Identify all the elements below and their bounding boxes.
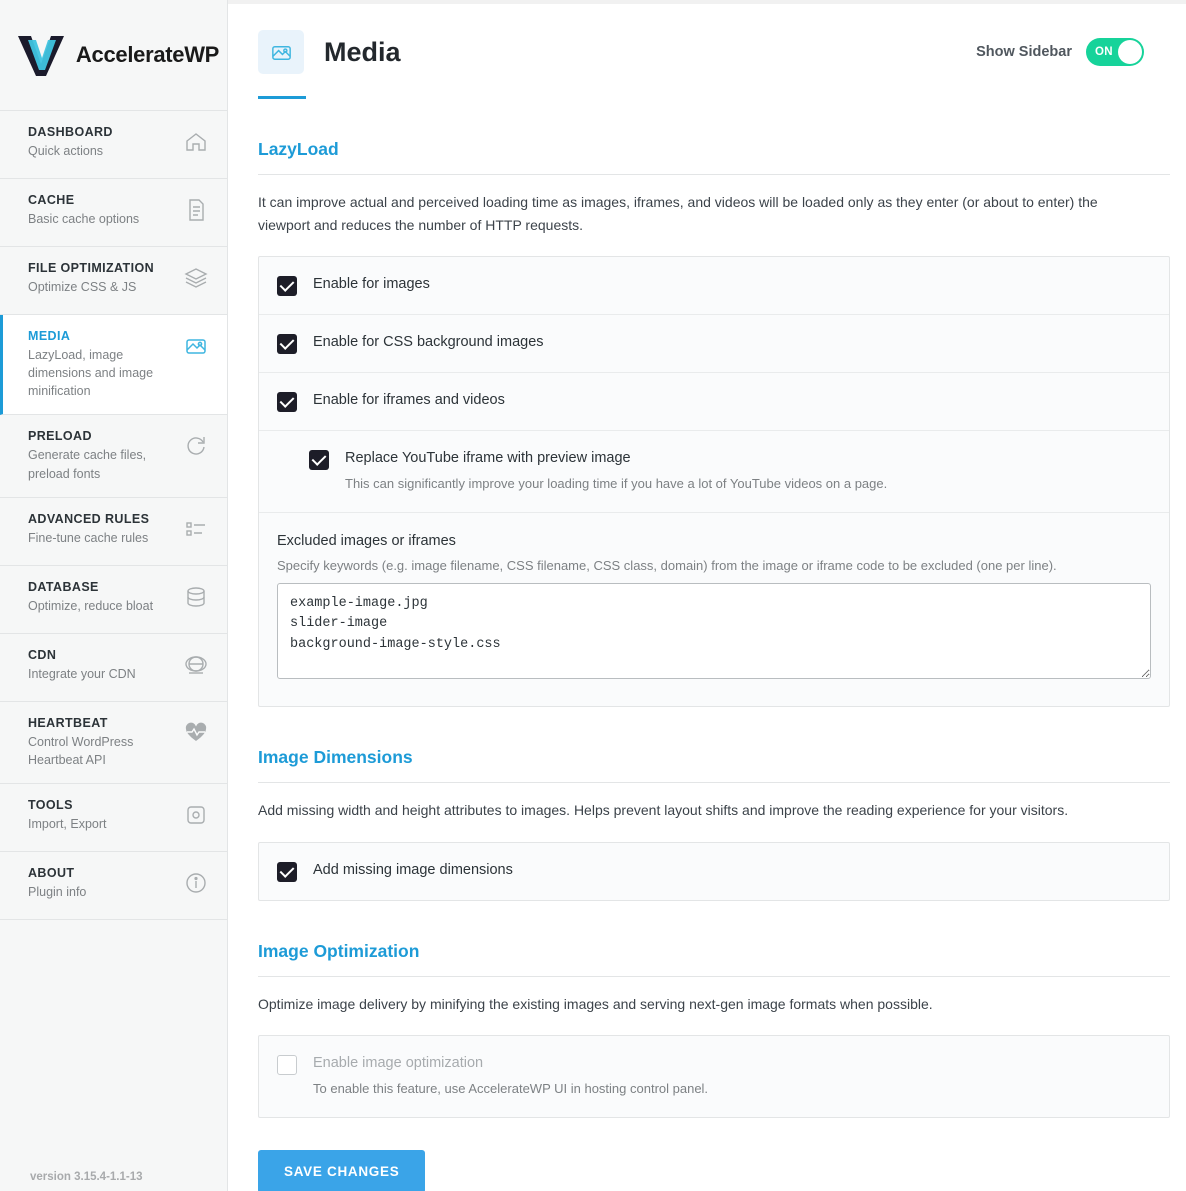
sidebar-item-database[interactable] [0, 566, 227, 634]
excluded-subtitle: Specify keywords (e.g. image filename, CSS filename, CSS class, domain) from the image or iframe code to be excluded (one per line). [277, 557, 1057, 573]
sidebar-item-label: FILE OPTIMIZATION [28, 261, 155, 275]
sidebar-item-about[interactable] [0, 852, 227, 920]
checkbox-add-missing-image-dimensions[interactable] [277, 862, 297, 882]
gear-icon [183, 802, 209, 828]
page-title: Media [324, 36, 401, 67]
sidebar-nav [0, 110, 227, 920]
sidebar-item-sublabel: LazyLoad, image dimensions and image minification [28, 348, 154, 399]
sidebar-item-label: PRELOAD [28, 429, 92, 444]
section-title-lazyload: LazyLoad [258, 139, 1170, 175]
tab-active-indicator [258, 96, 306, 99]
layers-icon [183, 265, 209, 291]
list-icon [183, 516, 209, 542]
heartbeat-icon [183, 720, 209, 746]
sidebar-item-cache[interactable] [0, 179, 227, 247]
sidebar-item-dashboard[interactable] [0, 111, 227, 179]
option-enable-for-images[interactable] [259, 257, 1169, 315]
section-description-image-dimensions: Add missing width and height attributes to images. Helps prevent layout shifts and improve the reading experience for your visitors. [258, 801, 1069, 818]
image-dimensions-panel [258, 842, 1170, 901]
sidebar-item-sublabel: Plugin info [28, 884, 87, 899]
sidebar-item-sublabel: Quick actions [28, 144, 104, 158]
media-image-icon [258, 30, 304, 74]
sidebar-item-preload[interactable] [0, 415, 227, 497]
sidebar-item-label: DATABASE [28, 579, 99, 594]
checkbox-enable-for-css-background-images[interactable] [277, 334, 297, 354]
sidebar-item-label: DASHBOARD [28, 125, 113, 139]
section-description-image-optimization: Optimize image delivery by minifying the existing images and serving next-gen image formats when possible. [258, 995, 933, 1012]
show-sidebar-label: Show Sidebar [976, 44, 1072, 60]
sidebar-item-label: CACHE [28, 193, 75, 207]
show-sidebar-toggle[interactable] [1086, 38, 1144, 66]
sidebar-item-sublabel: Optimize CSS & JS [28, 280, 137, 294]
option-label: Enable for CSS background images [313, 334, 544, 351]
cdn-globe-icon [183, 652, 209, 678]
sidebar-item-sublabel: Control WordPress Heartbeat API [28, 734, 134, 767]
excluded-title: Excluded images or iframes [277, 532, 456, 549]
brand-name: AccelerateWP [75, 42, 220, 67]
option-label: Enable for images [313, 276, 430, 293]
acceleratewp-logo-icon [14, 30, 68, 80]
sidebar-item-label: ADVANCED RULES [28, 511, 150, 526]
document-icon [183, 197, 209, 223]
sidebar-item-label: TOOLS [28, 797, 73, 812]
option-replace-youtube-iframe[interactable] [259, 431, 1169, 513]
option-enable-for-css-background-images[interactable] [259, 315, 1169, 373]
main-content [228, 0, 1186, 1191]
header-actions [976, 38, 1170, 66]
option-label: Add missing image dimensions [313, 861, 513, 878]
page-header [228, 4, 1186, 74]
option-help-text: This can significantly improve your loading time if you have a lot of YouTube videos on a page. [345, 476, 888, 492]
sidebar-item-tools[interactable] [0, 784, 227, 852]
checkbox-enable-for-images[interactable] [277, 276, 297, 296]
section-title-image-dimensions: Image Dimensions [258, 747, 1170, 783]
sidebar-item-media[interactable] [0, 315, 227, 415]
sidebar-item-heartbeat[interactable] [0, 702, 227, 784]
sidebar-item-sublabel: Optimize, reduce bloat [28, 598, 154, 613]
option-add-missing-image-dimensions[interactable] [259, 843, 1169, 900]
sidebar-item-sublabel: Import, Export [28, 816, 107, 831]
sidebar-item-sublabel: Basic cache options [28, 212, 140, 226]
save-changes-button[interactable]: SAVE CHANGES [258, 1150, 425, 1191]
sidebar-item-file-optimization[interactable] [0, 247, 227, 315]
option-enable-for-iframes-and-videos[interactable] [259, 373, 1169, 431]
option-enable-image-optimization [259, 1036, 1169, 1117]
toggle-knob [1118, 40, 1142, 64]
sidebar-item-cdn[interactable] [0, 634, 227, 702]
version-label: version 3.15.4-1.1-13 [30, 1171, 143, 1183]
excluded-images-textarea[interactable] [277, 583, 1151, 679]
sidebar-item-sublabel: Generate cache files, preload fonts [28, 448, 147, 481]
lazyload-panel [258, 256, 1170, 707]
home-icon [183, 129, 209, 155]
media-image-icon [183, 333, 209, 359]
brand [0, 0, 227, 110]
refresh-icon [183, 433, 209, 459]
sidebar-item-sublabel: Integrate your CDN [28, 666, 136, 681]
sidebar-item-label: CDN [28, 647, 57, 662]
option-label: Enable image optimization [313, 1055, 484, 1072]
checkbox-replace-youtube-iframe[interactable] [309, 450, 329, 470]
section-title-image-optimization: Image Optimization [258, 941, 1170, 977]
sidebar [0, 0, 228, 1191]
sidebar-item-sublabel: Fine-tune cache rules [28, 530, 149, 545]
toggle-state-label: ON [1095, 46, 1113, 58]
sidebar-item-advanced-rules[interactable] [0, 498, 227, 566]
sidebar-item-label: MEDIA [28, 329, 71, 343]
settings-content [228, 139, 1186, 1191]
section-description-lazyload: It can improve actual and perceived loading time as images, iframes, and videos will be loaded only as they enter (or about to enter) the viewport and reduces the number of HTTP requests. [258, 194, 1098, 233]
image-optimization-panel [258, 1035, 1170, 1118]
excluded-images-block [259, 513, 1169, 706]
option-label: Replace YouTube iframe with preview image [345, 450, 631, 467]
option-help-text: To enable this feature, use AccelerateWP UI in hosting control panel. [313, 1081, 709, 1097]
checkbox-enable-image-optimization [277, 1055, 297, 1075]
database-icon [183, 584, 209, 610]
sidebar-item-label: ABOUT [28, 865, 75, 880]
info-icon [183, 870, 209, 896]
sidebar-item-label: HEARTBEAT [28, 715, 108, 730]
checkbox-enable-for-iframes-and-videos[interactable] [277, 392, 297, 412]
option-label: Enable for iframes and videos [313, 392, 505, 409]
